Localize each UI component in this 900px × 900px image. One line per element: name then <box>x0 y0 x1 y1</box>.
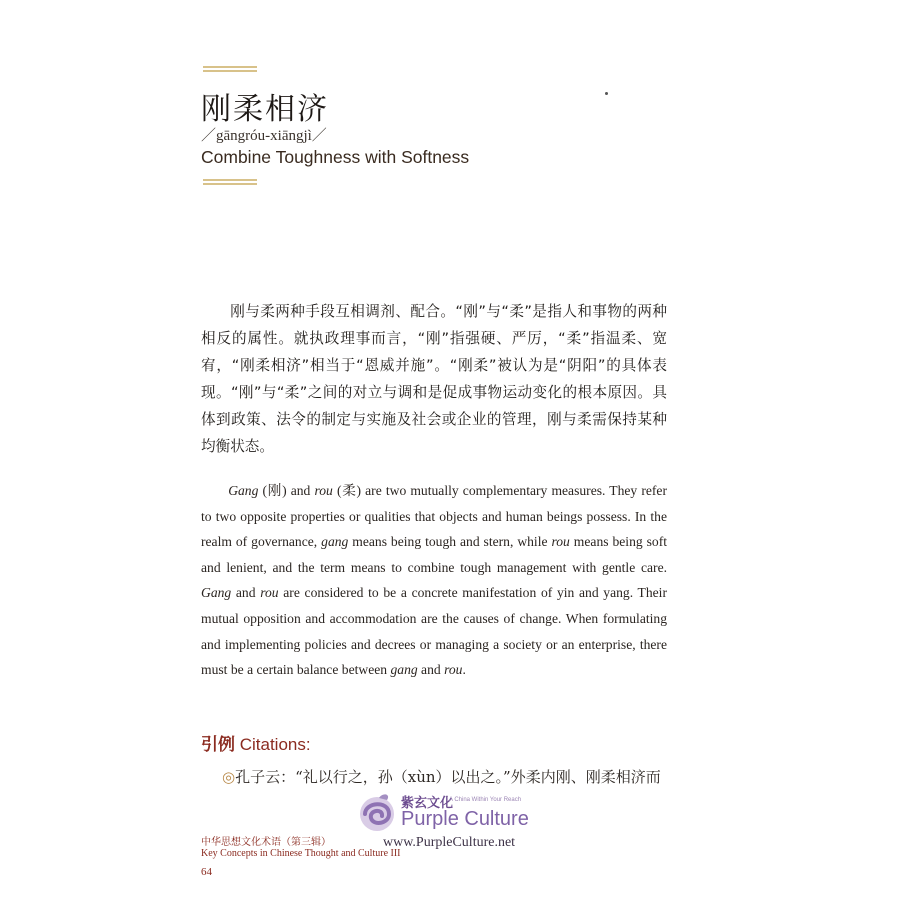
text-run: means being soft and lenient, and the term means to combine tough management with gentle care. <box>201 534 668 575</box>
term-pinyin: ／gāngróu-xiāngjì／ <box>201 128 327 144</box>
term-gang: Gang <box>228 483 259 498</box>
term-gang: gang <box>321 534 349 550</box>
speck <box>605 92 608 95</box>
top-ornament <box>203 66 257 74</box>
citation-bullet-icon: ◎ <box>222 768 236 786</box>
watermark-url: www.PurpleCulture.net <box>383 835 516 850</box>
bottom-ornament <box>203 179 257 187</box>
watermark-brand-en: Purple Culture <box>401 808 529 830</box>
term-rou: rou <box>314 483 333 498</box>
citation-text: 孔子云：“礼以行之，孙（xùn）以出之。”外柔内刚、刚柔相济而 <box>235 768 661 786</box>
term-gang: gang <box>390 662 418 678</box>
watermark-brand-zh: 紫玄文化 <box>401 796 454 811</box>
text-run: . <box>462 662 466 678</box>
english-paragraph <box>201 478 667 683</box>
term-title-chinese: 刚柔相济 <box>201 92 329 127</box>
watermark-tagline: A China Within Your Reach <box>449 797 522 803</box>
text-run: (柔) are two mutually complementary measures. They refer to two opposite properties or qualities that objects and human beings possess. In the realm of governance, <box>201 483 667 550</box>
term-title-english: Combine Toughness with Softness <box>201 147 470 167</box>
citations-heading <box>201 730 311 755</box>
footer-book-title-en: Key Concepts in Chinese Thought and Culture III <box>201 848 401 859</box>
purple-culture-logo-icon <box>357 790 397 834</box>
text-run: means being tough and stern, while <box>348 534 552 550</box>
citations-heading-en: Citations: <box>235 735 311 754</box>
citations-heading-zh: 引例 <box>201 735 235 755</box>
term-gang: Gang <box>201 585 232 601</box>
text-run: are considered to be a concrete manifestation of yin and yang. Their mutual opposition and accommodation are the causes of change. When formulating and implementing policies and decrees or managing a society or an enterprise, there must be a certain balance between <box>201 585 667 678</box>
term-rou: rou <box>260 585 279 601</box>
text-run: and <box>231 585 261 601</box>
citation-first-line <box>222 766 661 787</box>
footer-book-title-zh: 中华思想文化术语（第三辑） <box>201 837 331 848</box>
term-rou: rou <box>444 662 463 678</box>
text-run: and <box>417 662 445 678</box>
page-number: 64 <box>201 866 212 878</box>
text-run: (刚) and <box>258 483 315 498</box>
term-rou: rou <box>551 534 570 550</box>
chinese-paragraph: 刚与柔两种手段互相调剂、配合。“刚”与“柔”是指人和事物的两种相反的属性。就执政理事而言，“刚”指强硬、严厉，“柔”指温柔、宽宥，“刚柔相济”相当于“恩威并施”。“刚柔”被认为是“阴阳”的具体表现。“刚”与“柔”之间的对立与调和是促成事物运动变化的根本原因。具体到政策、法令的制定与实施及社会或企业的管理，刚与柔需保持某种均衡状态。 <box>201 303 667 455</box>
